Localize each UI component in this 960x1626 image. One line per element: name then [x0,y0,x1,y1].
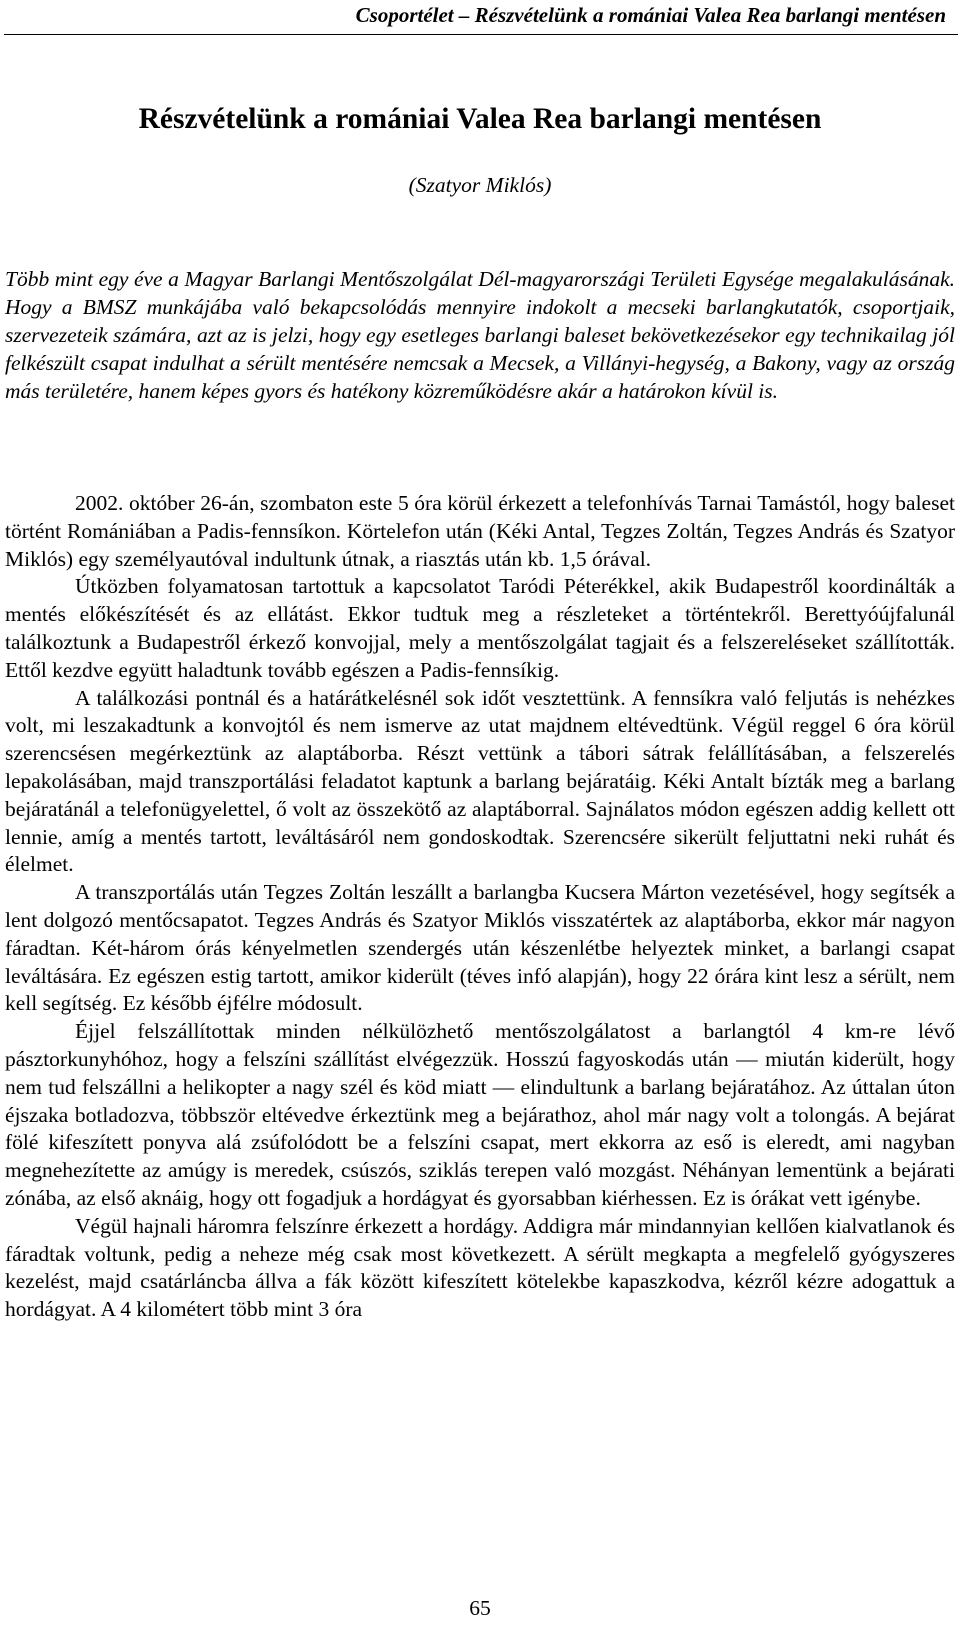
body-paragraph: Végül hajnali háromra felszínre érkezett a hordágy. Addigra már mindannyian kellően kialvatlanok és fáradtak voltunk, pedig a neheze még csak most következett. A sérült megkapta a megfelelő gyógyszeres kezelést, majd csatárláncba állva a fák között kifeszített kötelekbe kapaszkodva, kézről kézre adogattuk a hordágyat. A 4 kilométert több mint 3 óra [5,1213,955,1322]
body-paragraph: 2002. október 26-án, szombaton este 5 óra körül érkezett a telefonhívás Tarnai Tamástól, hogy baleset történt Romániában a Padis-fennsíkon. Körtelefon után (Kéki Antal, Tegzes Zoltán, Tegzes András és Szatyor Miklós) egy személyautóval indultunk útnak, a riasztás után kb. 1,5 órával. [5,491,955,571]
article-title: Részvételünk a romániai Valea Rea barlangi mentésen [138,103,822,135]
body-paragraph: Éjjel felszállítottak minden nélkülözhető mentőszolgálatost a barlangtól 4 km-re lévő pásztorkunyhóhoz, hogy a felszíni szállítást elvégezzük. Hosszú fagyoskodás után ― miután kiderült, hogy nem tud felszállni a helikopter a nagy szél és köd miatt ― elindultunk a barlang bejáratához. Az úttalan úton éjszaka botladozva, többször eltévedve érkeztünk meg a bejárathoz, ahol már nagy volt a tolongás. A bejárat fölé kifeszített ponyva alá zsúfolódott be a felszíni csapat, mert ekkorra az eső is eleredt, ami nagyban megnehezítette az amúgy is meredek, csúszós, sziklás terepen való mozgást. Néhányan lementünk a bejárati zónába, az első aknáig, hogy ott fogadjuk a hordágyat és gyorsabban kiérhessen. Ez is órákat vett igénybe. [5,1019,955,1210]
article-body [5,490,955,1324]
body-paragraph: A transzportálás után Tegzes Zoltán leszállt a barlangba Kucsera Márton vezetésével, hogy segítsék a lent dolgozó mentőcsapatot. Tegzes András és Szatyor Miklós visszatértek az alaptáborba, ekkor már nagyon fáradtan. Két-három órás kényelmetlen szendergés után készenlétbe helyeztek minket, a barlangi csapat leváltására. Ez egészen estig tartott, amikor kiderült (téves infó alapján), hogy 22 órára kint lesz a sérült, nem kell segítség. Ez később éjfélre módosult. [5,880,955,1016]
page-number: 65 [469,1596,491,1620]
article-intro: Több mint egy éve a Magyar Barlangi Mentőszolgálat Dél-magyarországi Területi Egysége megalakulásának. Hogy a BMSZ munkájába való bekapcsolódás mennyire indokolt a mecseki barlangkutatók, csoportjaik, szervezeteik számára, azt az is jelzi, hogy egy esetleges barlangi baleset bekövetkezésekor egy technikailag jól felkészült csapat indulhat a sérült mentésére nemcsak a Mecsek, a Villányi-hegység, a Bakony, vagy az ország más területére, hanem képes gyors és hatékony közreműködésre akár a határokon kívül is. [5,267,955,403]
body-paragraph: A találkozási pontnál és a határátkelésnél sok időt vesztettünk. A fennsíkra való feljutás is nehézkes volt, mi leszakadtunk a konvojtól és nem ismerve az utat majdnem eltévedtünk. Végül reggel 6 óra körül szerencsésen megérkeztünk az alaptáborba. Részt vettünk a tábori sátrak felállításában, a felszerelés lepakolásában, majd transzportálási feladatot kaptunk a barlang bejáratáig. Kéki Antalt bízták meg a barlang bejáratánál a telefonügyelettel, ő volt az összekötő az alaptáborral. Sajnálatos módon egészen addig kellett ott lennie, amíg a mentés tartott, leváltásáról nem gondoskodtak. Szerencsére sikerült feljuttatni neki ruhát és élelmet. [5,685,955,877]
body-paragraph: Útközben folyamatosan tartottuk a kapcsolatot Taródi Péterékkel, akik Budapestről koordinálták a mentés előkészítését és az ellátást. Ekkor tudtuk meg a részleteket a történtekről. Berettyóújfalunál találkoztunk a Budapestről érkező konvojjal, mely a mentőszolgálat tagjait és a felszereléseket szállították. Ettől kezdve együtt haladtunk tovább egészen a Padis-fennsíkig. [5,574,955,682]
running-header: Csoportélet – Részvételünk a romániai Valea Rea barlangi mentésen [355,3,946,27]
header-divider [4,34,958,35]
article-author: (Szatyor Miklós) [408,173,552,197]
